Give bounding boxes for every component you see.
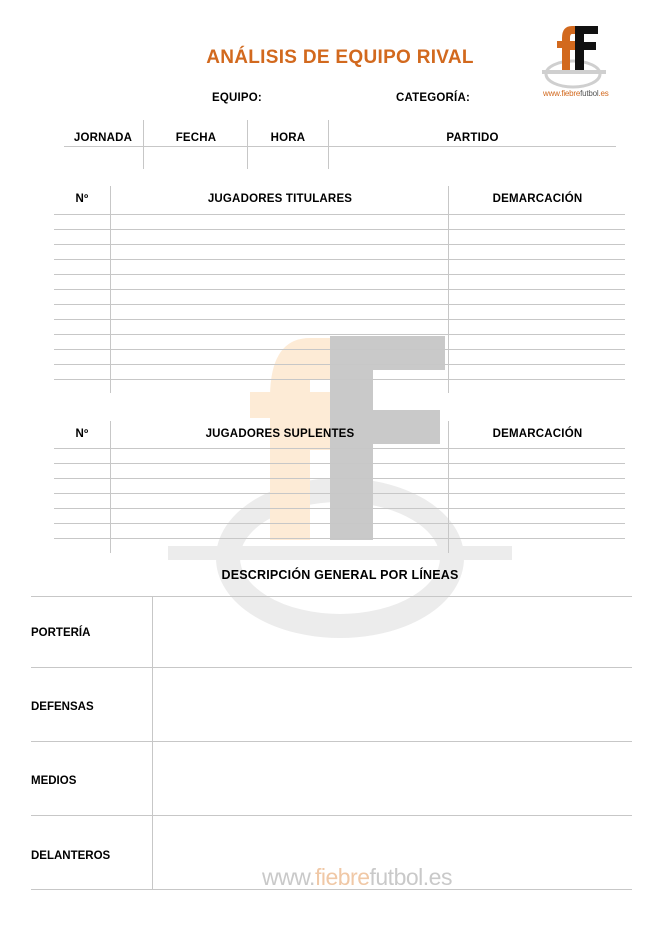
watermark-logo	[160, 330, 520, 640]
lines-row-line	[31, 596, 632, 597]
fecha-header: FECHA	[175, 132, 217, 144]
lines-row-line	[31, 815, 632, 816]
suplentes-row-line	[54, 508, 625, 509]
lines-col-divider	[152, 596, 153, 890]
titulares-row-line	[54, 214, 625, 215]
suplentes-row-line	[54, 538, 625, 539]
suplentes-row-line	[54, 478, 625, 479]
suplentes-row-line	[54, 463, 625, 464]
logo-url-part1: www.fiebre	[543, 89, 581, 98]
suplentes-col-divider	[448, 421, 449, 553]
suplentes-col-divider	[110, 421, 111, 553]
titulares-row-line	[54, 229, 625, 230]
match-col-divider	[247, 120, 248, 169]
titulares-row-line	[54, 259, 625, 260]
watermark-ground	[168, 546, 512, 560]
suplentes-row-line	[54, 493, 625, 494]
titulares-row-line	[54, 244, 625, 245]
titulares-row-line	[54, 319, 625, 320]
footer-url	[262, 864, 452, 891]
match-table-divider	[64, 146, 616, 147]
titulares-row-line	[54, 349, 625, 350]
medios-label: MEDIOS	[31, 775, 77, 787]
suplentes-row-line	[54, 448, 625, 449]
defensas-label: DEFENSAS	[31, 701, 94, 713]
titulares-row-line	[54, 364, 625, 365]
equipo-label: EQUIPO:	[212, 92, 262, 104]
titulares-row-line	[54, 289, 625, 290]
page-title: ANÁLISIS DE EQUIPO RIVAL	[206, 47, 474, 68]
lines-section-title: DESCRIPCIÓN GENERAL POR LÍNEAS	[221, 568, 459, 582]
categoria-label: CATEGORÍA:	[396, 92, 470, 104]
logo-url-part2: futbol	[580, 89, 599, 98]
lines-row-line	[31, 667, 632, 668]
titulares-row-line	[54, 274, 625, 275]
titulares-position-header: DEMARCACIÓN	[492, 193, 583, 205]
titulares-num-header: Nº	[75, 193, 89, 205]
hora-header: HORA	[270, 132, 306, 144]
fiebrefutbol-logo	[540, 22, 620, 90]
titulares-players-header: JUGADORES TITULARES	[207, 193, 353, 205]
footer-url-part1: www.	[262, 864, 315, 890]
titulares-row-line	[54, 334, 625, 335]
logo-ground	[542, 70, 606, 74]
watermark-f-bar	[250, 392, 332, 418]
suplentes-position-header: DEMARCACIÓN	[492, 428, 583, 440]
partido-header: PARTIDO	[446, 132, 499, 144]
suplentes-players-header: JUGADORES SUPLENTES	[205, 428, 355, 440]
titulares-row-line	[54, 379, 625, 380]
match-col-divider	[328, 120, 329, 169]
suplentes-row-line	[54, 523, 625, 524]
lines-row-line	[31, 741, 632, 742]
titulares-row-line	[54, 304, 625, 305]
logo-url-part3: .es	[598, 89, 609, 98]
footer-url-part2: fiebre	[314, 864, 370, 890]
jornada-header: JORNADA	[73, 132, 133, 144]
suplentes-num-header: Nº	[75, 428, 89, 440]
porteria-label: PORTERÍA	[31, 627, 91, 639]
delanteros-label: DELANTEROS	[31, 850, 111, 862]
match-col-divider	[143, 120, 144, 169]
footer-url-part3: futbol.es	[369, 864, 452, 890]
logo-f-bar	[557, 41, 576, 48]
logo-url	[543, 89, 609, 98]
